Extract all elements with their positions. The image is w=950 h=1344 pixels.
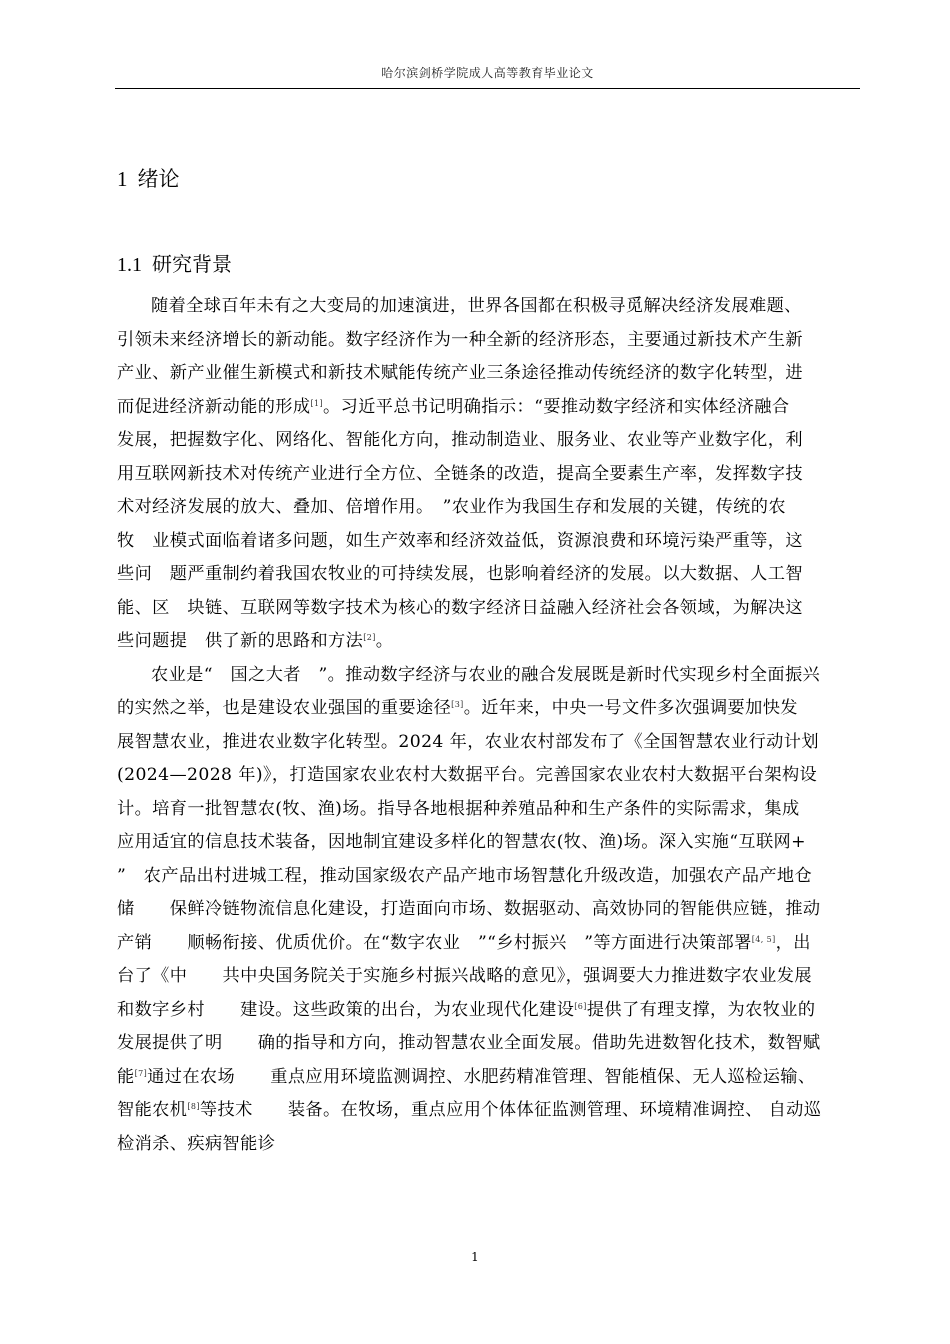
text-segment: 和数字乡村 建设。这些政策的出台，为农业现代化建设 <box>117 999 575 1020</box>
text-segment: 。习近平总书记明确指示：“要推动数字经济和实体经济融合 <box>323 396 790 417</box>
text-segment: 用互联网新技术对传统产业进行全方位、全链条的改造，提高全要素生产率，发挥数字技 <box>117 463 803 484</box>
text-segment: 能、区 块链、互联网等数字技术为核心的数字经济日益融入经济社会各领域，为解决这 <box>117 597 803 618</box>
text-segment: 发展，把握数字化、网络化、智能化方向，推动制造业、服务业、农业等产业数字化，利 <box>117 430 803 450</box>
text-segment: 农业是“ 国之大者 ”。推动数字经济与农业的融合发展既是新时代实现乡村全面振兴 <box>151 664 821 685</box>
text-line <box>117 558 869 592</box>
section-number: 1.1 <box>117 254 142 276</box>
text-line <box>117 994 869 1028</box>
text-segment: 牧 业模式面临着诸多问题，如生产效率和经济效益低，资源浪费和环境污染严重等，这 <box>117 530 803 551</box>
text-segment: 能 <box>117 1066 135 1087</box>
text-line <box>117 793 869 827</box>
chapter-title: 绪论 <box>137 167 180 191</box>
page-number: 1 <box>471 1250 479 1264</box>
text-line <box>117 324 869 358</box>
text-line <box>117 893 869 927</box>
text-line <box>117 726 869 760</box>
text-segment: 检消杀、疾病智能诊 <box>117 1133 276 1154</box>
section-title: 研究背景 <box>152 252 232 276</box>
text-segment: 引领未来经济增长的新动能。数字经济作为一种全新的经济形态，主要通过新技术产生新 <box>117 329 803 350</box>
text-segment: 随着全球百年未有之大变局的加速演进，世界各国都在积极寻觅解决经济发展难题、 <box>151 296 802 316</box>
chapter-heading <box>117 163 180 193</box>
text-line <box>117 290 869 324</box>
body-text <box>117 290 869 1161</box>
text-line <box>117 659 869 693</box>
text-line <box>117 424 869 458</box>
text-segment: 产销 顺畅衔接、优质优价。在“数字农业 ”“乡村振兴 ”等方面进行决策部署 <box>117 932 752 953</box>
text-line <box>117 1094 869 1128</box>
text-segment: 智能农机 <box>117 1100 188 1120</box>
text-line <box>117 1061 869 1095</box>
chapter-number: 1 <box>117 167 128 191</box>
text-line <box>117 1027 869 1061</box>
running-header: 哈尔滨剑桥学院成人高等教育毕业论文 <box>381 66 594 80</box>
text-segment: 等技术 装备。在牧场，重点应用个体体征监测管理、环境精准调控、 自动巡 <box>199 1100 822 1120</box>
text-segment: 。近年来，中央一号文件多次强调要加快发 <box>463 698 798 718</box>
citation-ref: [4, 5] <box>751 934 776 944</box>
citation-ref: [1] <box>310 398 324 408</box>
text-segment: 的实然之举，也是建设农业强国的重要途径 <box>117 698 452 718</box>
text-line <box>117 592 869 626</box>
text-segment: 提供了有理支撑，为农牧业的 <box>586 999 816 1020</box>
text-segment: ” 农产品出村进城工程，推动国家级农产品产地市场智慧化升级改造，加强农产品产地仓 <box>117 865 813 886</box>
text-segment: 通过在农场 重点应用环境监测调控、水肥药精准管理、智能植保、无人巡检运输、 <box>147 1066 816 1087</box>
text-segment: 发展提供了明 确的指导和方向，推动智慧农业全面发展。借助先进数智化技术，数智赋 <box>117 1033 821 1053</box>
text-segment: 展智慧农业，推进农业数字化转型。2024 年，农业农村部发布了《全国智慧农业行动计划 <box>117 731 819 752</box>
text-line <box>117 491 869 525</box>
text-segment: 。 <box>375 631 394 651</box>
text-line <box>117 1128 869 1162</box>
citation-ref: [6] <box>574 1001 587 1011</box>
citation-ref: [2] <box>363 633 376 642</box>
text-line <box>117 525 869 559</box>
text-line <box>117 458 869 492</box>
text-line <box>117 692 869 726</box>
text-segment: 术对经济发展的放大、叠加、倍增作用。 ”农业作为我国生存和发展的关键，传统的农 <box>117 497 786 517</box>
citation-ref: [3] <box>451 700 464 709</box>
text-line <box>117 927 869 961</box>
text-segment: 而促进经济新动能的形成 <box>117 396 311 417</box>
text-segment: 些问 题严重制约着我国农牧业的可持续发展，也影响着经济的发展。以大数据、人工智 <box>117 564 803 584</box>
text-line <box>117 826 869 860</box>
text-line <box>117 357 869 391</box>
text-segment: (2024—2028 年)》，打造国家农业农村大数据平台。完善国家农业农村大数据平台架构设 <box>117 765 818 785</box>
text-segment: 台了《中 共中央国务院关于实施乡村振兴战略的意见》，强调要大力推进数字农业发展 <box>117 966 812 986</box>
text-segment: 储 保鲜冷链物流信息化建设，打造面向市场、数据驱动、高效协同的智能供应链，推动 <box>117 899 821 919</box>
text-segment: ，出 <box>775 932 811 953</box>
text-segment: 应用适宜的信息技术装备，因地制宜建设多样化的智慧农(牧、渔)场。深入实施“互联网+ <box>117 832 806 852</box>
text-segment: 产业、新产业催生新模式和新技术赋能传统产业三条途径推动传统经济的数字化转型，进 <box>117 363 803 383</box>
citation-ref: [8] <box>187 1102 200 1111</box>
header-rule <box>115 88 860 89</box>
text-line <box>117 625 869 659</box>
citation-ref: [7] <box>134 1068 148 1078</box>
section-heading <box>117 248 232 277</box>
text-line <box>117 759 869 793</box>
text-segment: 些问题提 供了新的思路和方法 <box>117 631 364 651</box>
text-line <box>117 391 869 425</box>
text-line <box>117 860 869 894</box>
text-line <box>117 960 869 994</box>
text-segment: 计。培育一批智慧农(牧、渔)场。指导各地根据种养殖品种和生产条件的实际需求，集成 <box>117 798 800 819</box>
